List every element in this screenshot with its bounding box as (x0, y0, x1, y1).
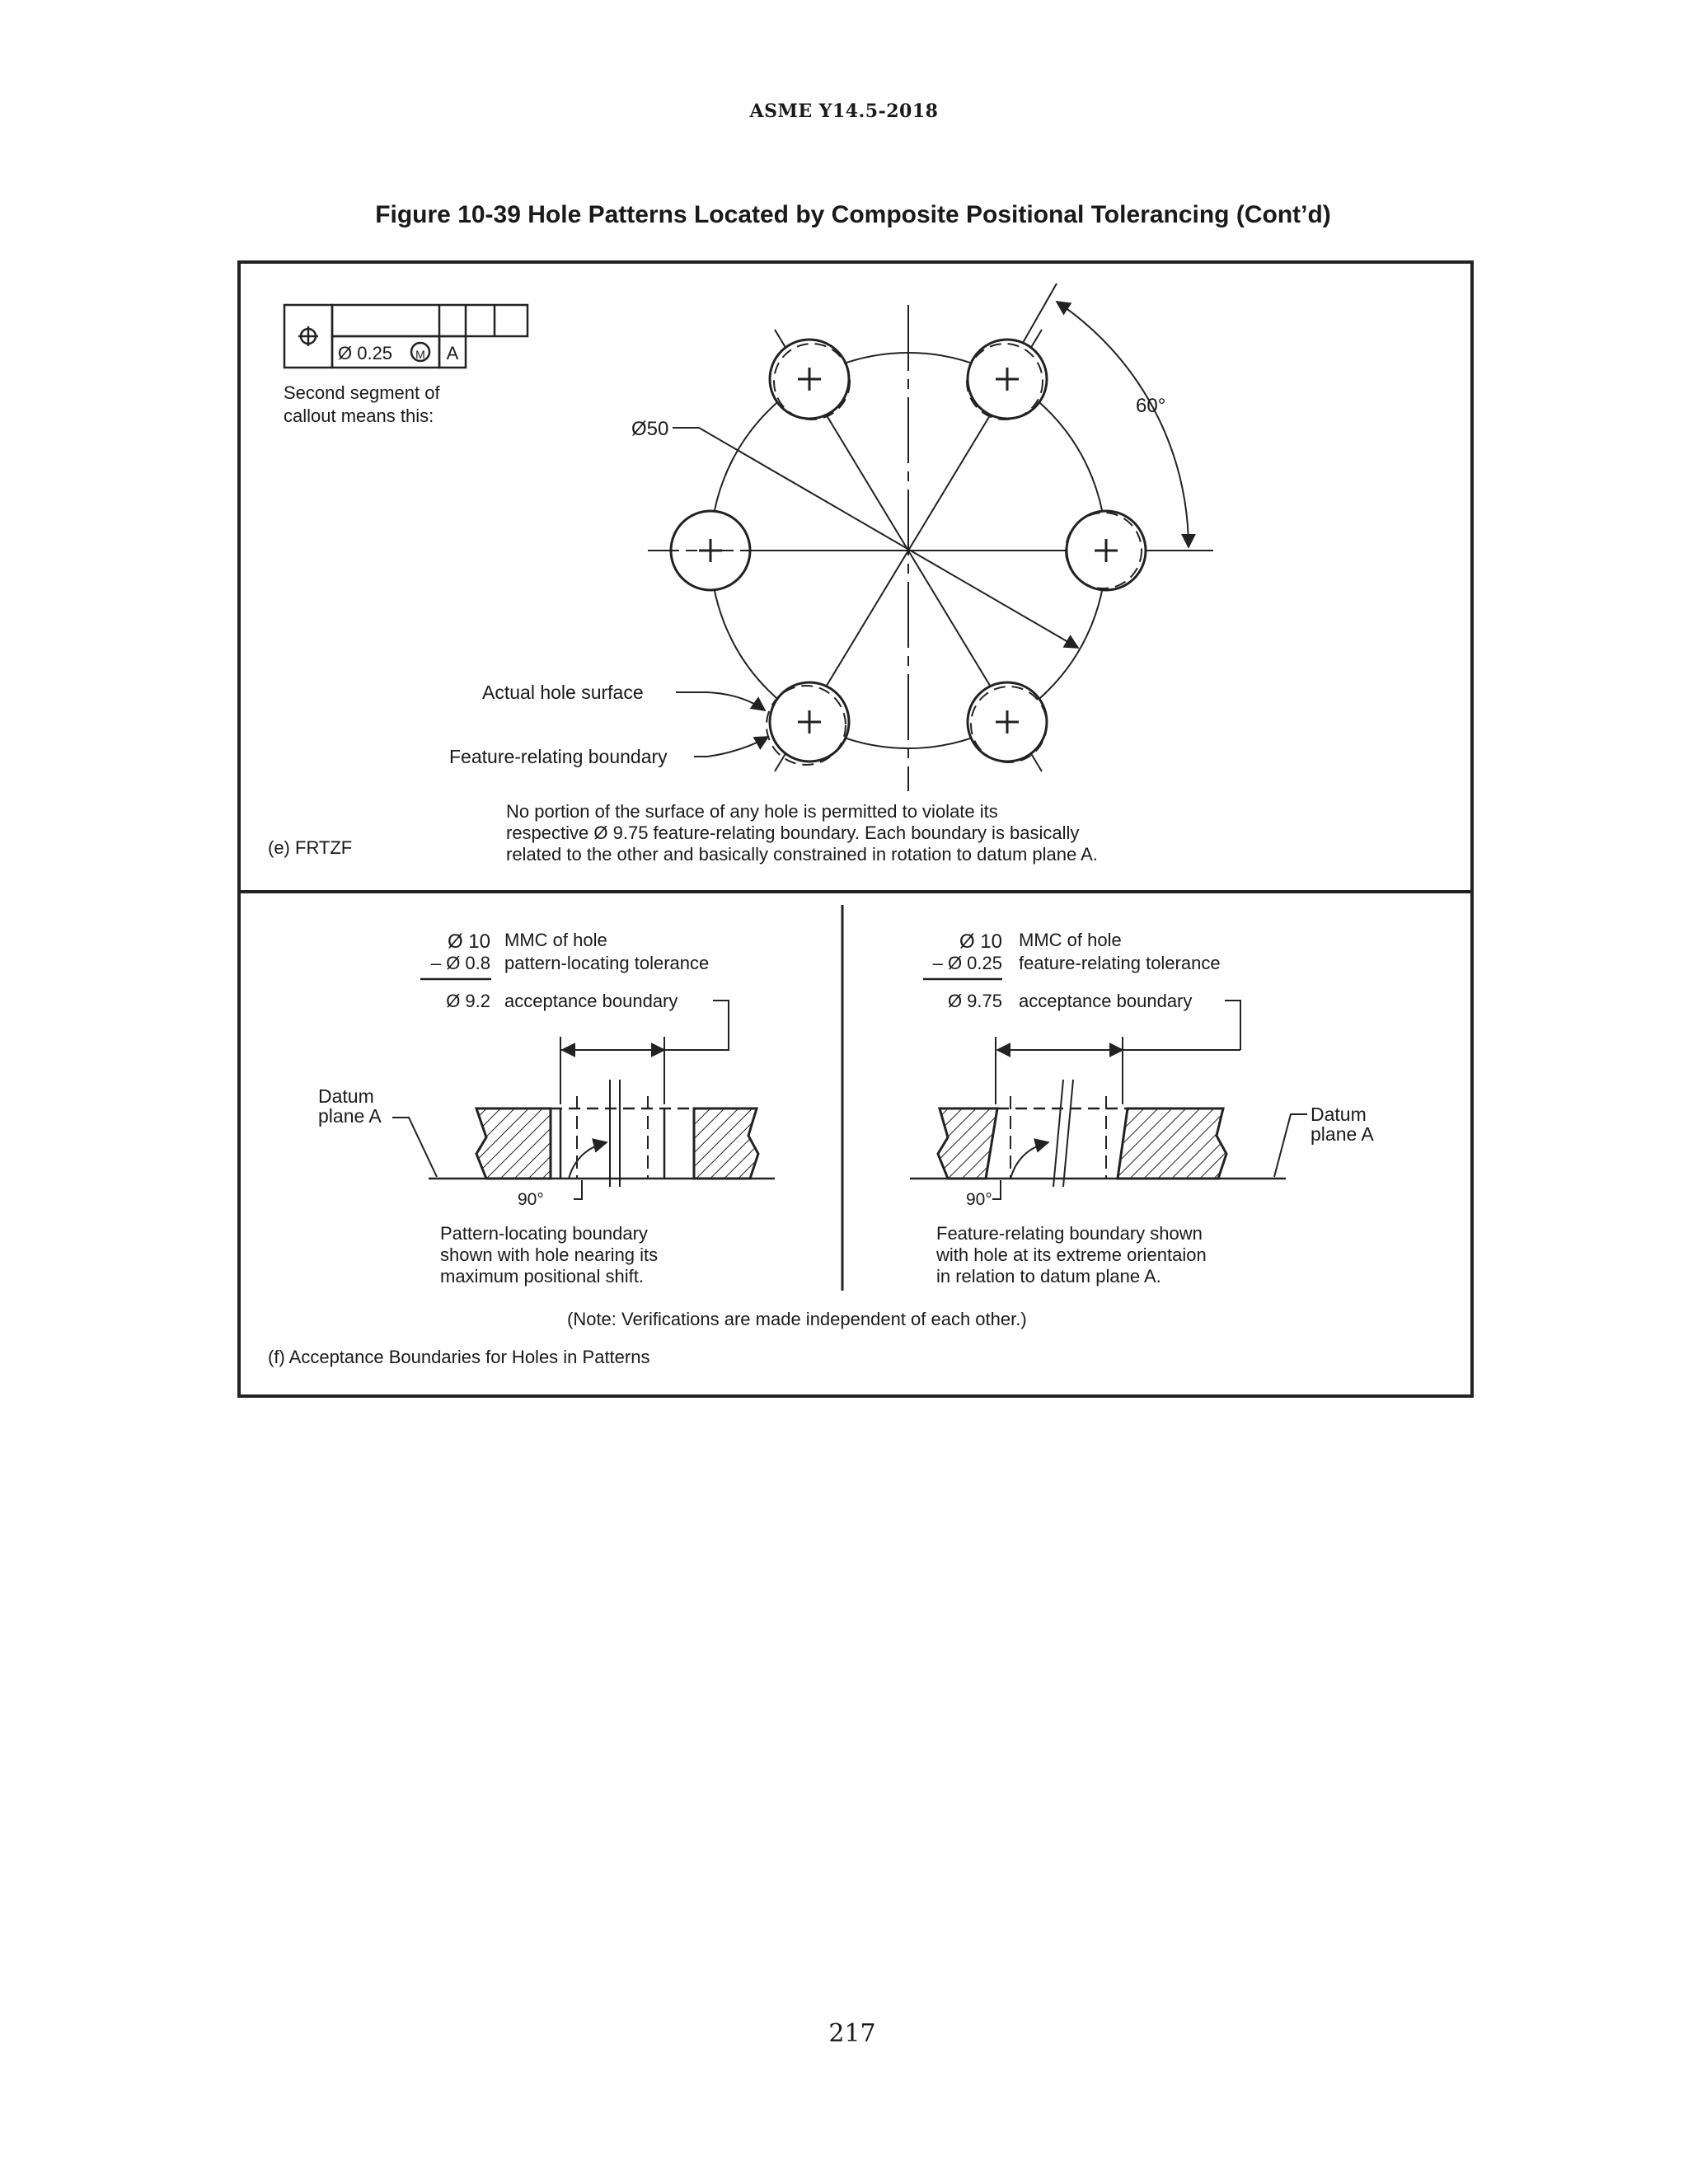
panel-e-note-3: related to the other and basically constrained in rotation to datum plane A. (506, 844, 1098, 865)
right-calc-1-desc: MMC of hole (1019, 930, 1122, 950)
panel-e-caption: (e) FRTZF (268, 837, 353, 858)
left-datum-1: Datum (318, 1085, 374, 1107)
right-datum-2: plane A (1311, 1123, 1374, 1145)
left-calc-3-desc: acceptance boundary (504, 991, 678, 1011)
figure-title: Figure 10-39 Hole Patterns Located by Composite Positional Tolerancing (Cont’d) (375, 201, 1331, 228)
actual-hole-leader (676, 692, 765, 710)
right-datum-leader (1274, 1114, 1307, 1177)
right-desc-1: Feature-relating boundary shown (936, 1223, 1203, 1244)
panel-f-note: (Note: Verifications are made independent of each other.) (567, 1309, 1027, 1329)
left-calc-1-value: Ø 10 (447, 930, 490, 953)
hole-top-left (770, 340, 850, 419)
frb-label: Feature-relating boundary (449, 746, 668, 767)
angle-arc (1057, 302, 1189, 547)
right-section (910, 1080, 1286, 1199)
left-calc-2-desc: pattern-locating tolerance (504, 953, 710, 973)
left-desc-2: shown with hole nearing its (440, 1244, 659, 1265)
feature-control-frame (284, 305, 528, 368)
hole-left (668, 511, 754, 590)
right-calc-3-desc: acceptance boundary (1019, 991, 1193, 1011)
right-calc-1-value: Ø 10 (959, 930, 1002, 953)
fcf-tolerance: Ø 0.25 (338, 343, 393, 363)
left-calc-2-value: – Ø 0.8 (430, 953, 490, 973)
angle-label: 60° (1136, 395, 1166, 417)
panel-e-note-2: respective Ø 9.75 feature-relating boundary. Each boundary is basically (506, 823, 1080, 843)
right-desc-3: in relation to datum plane A. (936, 1266, 1161, 1286)
left-datum-leader (392, 1118, 437, 1177)
hole-top-right (967, 340, 1047, 419)
right-calc-2-value: – Ø 0.25 (932, 953, 1002, 973)
right-calc-3-value: Ø 9.75 (947, 991, 1002, 1011)
left-calc-1-desc: MMC of hole (504, 930, 607, 950)
left-calc-3-value: Ø 9.2 (446, 991, 490, 1011)
left-angle: 90° (518, 1190, 544, 1209)
fcf-modifier: M (415, 348, 425, 361)
left-desc-3: maximum positional shift. (440, 1266, 644, 1286)
actual-hole-label: Actual hole surface (482, 682, 644, 703)
intro-line-1: Second segment of (284, 382, 440, 403)
right-datum-1: Datum (1311, 1104, 1367, 1125)
right-boundary-dim (1225, 1001, 1240, 1050)
panel-e (268, 284, 1213, 865)
intro-line-2: callout means this: (284, 405, 434, 426)
page-number: 217 (828, 2019, 876, 2048)
right-angle: 90° (966, 1190, 992, 1209)
hole-bottom-left (767, 682, 849, 765)
left-datum-2: plane A (318, 1105, 382, 1127)
diameter-label: Ø50 (631, 418, 669, 440)
hole-bottom-right (968, 682, 1047, 762)
left-section (429, 1080, 775, 1199)
fcf-datum: A (446, 343, 459, 363)
right-desc-2: with hole at its extreme orientaion (936, 1244, 1207, 1265)
panel-f (268, 905, 1374, 1367)
frb-leader (694, 737, 768, 757)
panel-e-note-1: No portion of the surface of any hole is permitted to violate its (506, 801, 998, 822)
panel-f-caption: (f) Acceptance Boundaries for Holes in Patterns (268, 1347, 650, 1367)
left-desc-1: Pattern-locating boundary (440, 1223, 648, 1244)
right-calc-2-desc: feature-relating tolerance (1019, 953, 1221, 973)
page-header-standard: ASME Y14.5-2018 (749, 101, 939, 122)
hole-right (1066, 511, 1146, 590)
